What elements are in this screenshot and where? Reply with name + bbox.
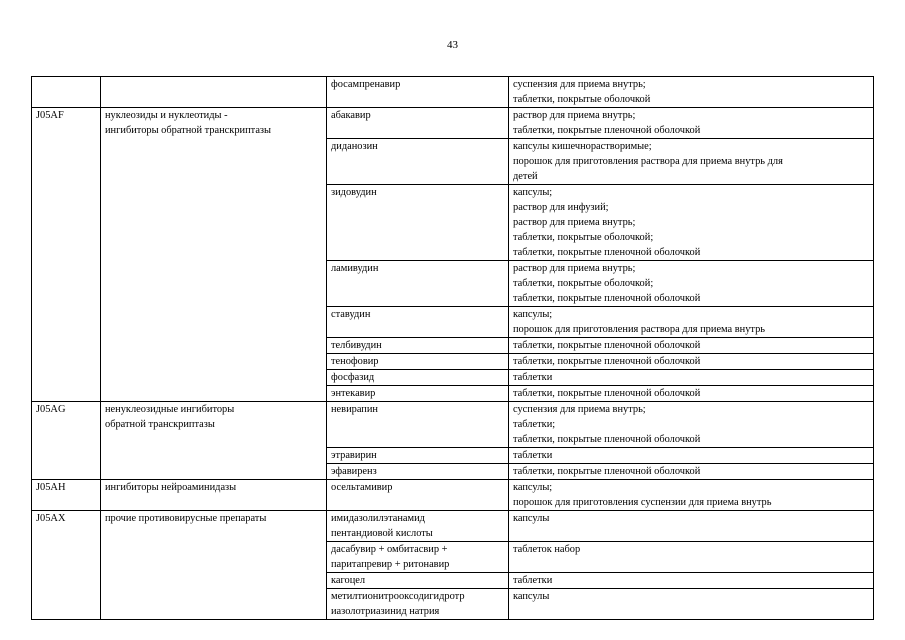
drug-group-line: прочие противовирусные препараты: [105, 513, 267, 524]
dosage-form-line: капсулы;: [513, 187, 553, 198]
dosage-form-line: капсулы: [513, 513, 550, 524]
atc-code-cell: J05AH: [32, 480, 101, 511]
drug-name-line: фосампренавир: [331, 79, 401, 90]
table-row: [32, 511, 874, 542]
drug-name-cell: [327, 338, 509, 354]
dosage-form-cell: [509, 542, 874, 573]
dosage-form-cell: [509, 77, 874, 108]
dosage-form-line: таблетки, покрытые оболочкой;: [513, 232, 654, 243]
dosage-form-cell: [509, 464, 874, 480]
drug-name-cell: [327, 370, 509, 386]
dosage-form-cell: [509, 448, 874, 464]
dosage-form-line: таблетки, покрытые пленочной оболочкой: [513, 466, 701, 477]
dosage-form-line: порошок для приготовления суспензии для приема внутрь: [513, 497, 772, 508]
dosage-form-line: таблеток набор: [513, 544, 581, 555]
drug-name-line: абакавир: [331, 110, 371, 121]
drug-name-line: тенофовир: [331, 356, 379, 367]
drug-name-line: эфавиренз: [331, 466, 377, 477]
drug-name-cell: [327, 589, 509, 620]
drug-group-cell: [101, 480, 327, 511]
drug-name-cell: [327, 354, 509, 370]
dosage-form-line: капсулы;: [513, 482, 553, 493]
drug-name-line: имидазолилэтанамид: [331, 513, 425, 524]
dosage-form-line: детей: [513, 171, 538, 182]
dosage-form-cell: [509, 511, 874, 542]
dosage-form-line: раствор для приема внутрь;: [513, 110, 636, 121]
drug-name-line: кагоцел: [331, 575, 366, 586]
dosage-form-cell: [509, 354, 874, 370]
dosage-form-line: таблетки, покрытые пленочной оболочкой: [513, 356, 701, 367]
drug-name-cell: [327, 480, 509, 511]
dosage-form-line: порошок для приготовления раствора для приема внутрь: [513, 324, 766, 335]
dosage-form-cell: [509, 261, 874, 307]
dosage-form-line: таблетки, покрытые пленочной оболочкой: [513, 125, 701, 136]
drug-name-line: телбивудин: [331, 340, 382, 351]
drug-group-cell: [101, 108, 327, 402]
atc-code-cell: J05AX: [32, 511, 101, 620]
drug-group-line: ненуклеозидные ингибиторы: [105, 404, 235, 415]
dosage-form-line: раствор для приема внутрь;: [513, 217, 636, 228]
dosage-form-line: таблетки, покрытые пленочной оболочкой: [513, 340, 701, 351]
dosage-form-cell: [509, 108, 874, 139]
drug-name-line: диданозин: [331, 141, 378, 152]
drug-name-line: фосфазид: [331, 372, 375, 383]
dosage-form-line: таблетки: [513, 575, 553, 586]
dosage-form-cell: [509, 338, 874, 354]
drug-name-cell: [327, 139, 509, 185]
drug-name-line: невирапин: [331, 404, 378, 415]
drug-name-line: паритапревир + ритонавир: [331, 559, 450, 570]
drug-name-cell: [327, 185, 509, 261]
drug-name-cell: [327, 307, 509, 338]
dosage-form-line: таблетки, покрытые оболочкой;: [513, 278, 654, 289]
table-row: [32, 108, 874, 139]
drug-name-cell: [327, 448, 509, 464]
drug-name-line: этравирин: [331, 450, 377, 461]
table-row: [32, 480, 874, 511]
atc-code-cell: [32, 77, 101, 108]
drug-name-cell: [327, 464, 509, 480]
drug-name-line: зидовудин: [331, 187, 377, 198]
dosage-form-line: раствор для инфузий;: [513, 202, 609, 213]
dosage-form-cell: [509, 573, 874, 589]
drug-group-line: нуклеозиды и нуклеотиды -: [105, 110, 228, 121]
table-body: [32, 77, 874, 620]
drug-name-cell: [327, 511, 509, 542]
drug-group-line: ингибиторы обратной транскриптазы: [105, 125, 272, 136]
dosage-form-cell: [509, 589, 874, 620]
dosage-form-line: таблетки: [513, 372, 553, 383]
dosage-form-line: таблетки, покрытые оболочкой: [513, 94, 651, 105]
page-number: 43: [447, 39, 458, 51]
dosage-form-line: порошок для приготовления раствора для приема внутрь для: [513, 156, 783, 167]
dosage-form-line: таблетки;: [513, 419, 556, 430]
dosage-form-cell: [509, 307, 874, 338]
drug-name-line: иазолотриазинид натрия: [331, 606, 440, 617]
dosage-form-line: таблетки: [513, 450, 553, 461]
atc-code-cell: J05AF: [32, 108, 101, 402]
drug-name-line: ставудин: [331, 309, 371, 320]
dosage-form-line: капсулы;: [513, 309, 553, 320]
dosage-form-line: капсулы кишечнорастворимые;: [513, 141, 652, 152]
drug-name-line: ламивудин: [331, 263, 379, 274]
dosage-form-line: суспензия для приема внутрь;: [513, 79, 646, 90]
drug-name-line: пентандиовой кислоты: [331, 528, 433, 539]
drug-name-cell: [327, 261, 509, 307]
drug-group-line: ингибиторы нейроаминидазы: [105, 482, 237, 493]
dosage-form-line: таблетки, покрытые пленочной оболочкой: [513, 293, 701, 304]
table-row: [32, 402, 874, 448]
dosage-form-cell: [509, 386, 874, 402]
drug-name-cell: [327, 77, 509, 108]
dosage-form-line: таблетки, покрытые пленочной оболочкой: [513, 388, 701, 399]
drug-group-cell: [101, 402, 327, 480]
dosage-form-line: суспензия для приема внутрь;: [513, 404, 646, 415]
drug-name-cell: [327, 386, 509, 402]
drug-name-line: метилтионитрооксодигидротр: [331, 591, 465, 602]
drug-name-cell: [327, 402, 509, 448]
drug-group-cell: [101, 77, 327, 108]
drug-group-cell: [101, 511, 327, 620]
drug-name-cell: [327, 573, 509, 589]
dosage-form-line: таблетки, покрытые пленочной оболочкой: [513, 434, 701, 445]
dosage-form-line: таблетки, покрытые пленочной оболочкой: [513, 247, 701, 258]
dosage-form-cell: [509, 480, 874, 511]
atc-code-cell: J05AG: [32, 402, 101, 480]
dosage-form-line: раствор для приема внутрь;: [513, 263, 636, 274]
drug-name-line: дасабувир + омбитасвир +: [331, 544, 448, 555]
dosage-form-cell: [509, 370, 874, 386]
dosage-form-line: капсулы: [513, 591, 550, 602]
drug-group-line: обратной транскриптазы: [105, 419, 215, 430]
drug-name-line: энтекавир: [331, 388, 376, 399]
drug-name-cell: [327, 108, 509, 139]
dosage-form-cell: [509, 185, 874, 261]
drug-name-line: осельтамивир: [331, 482, 393, 493]
drug-name-cell: [327, 542, 509, 573]
table-row: [32, 77, 874, 108]
drug-table: [31, 76, 874, 620]
dosage-form-cell: [509, 402, 874, 448]
dosage-form-cell: [509, 139, 874, 185]
